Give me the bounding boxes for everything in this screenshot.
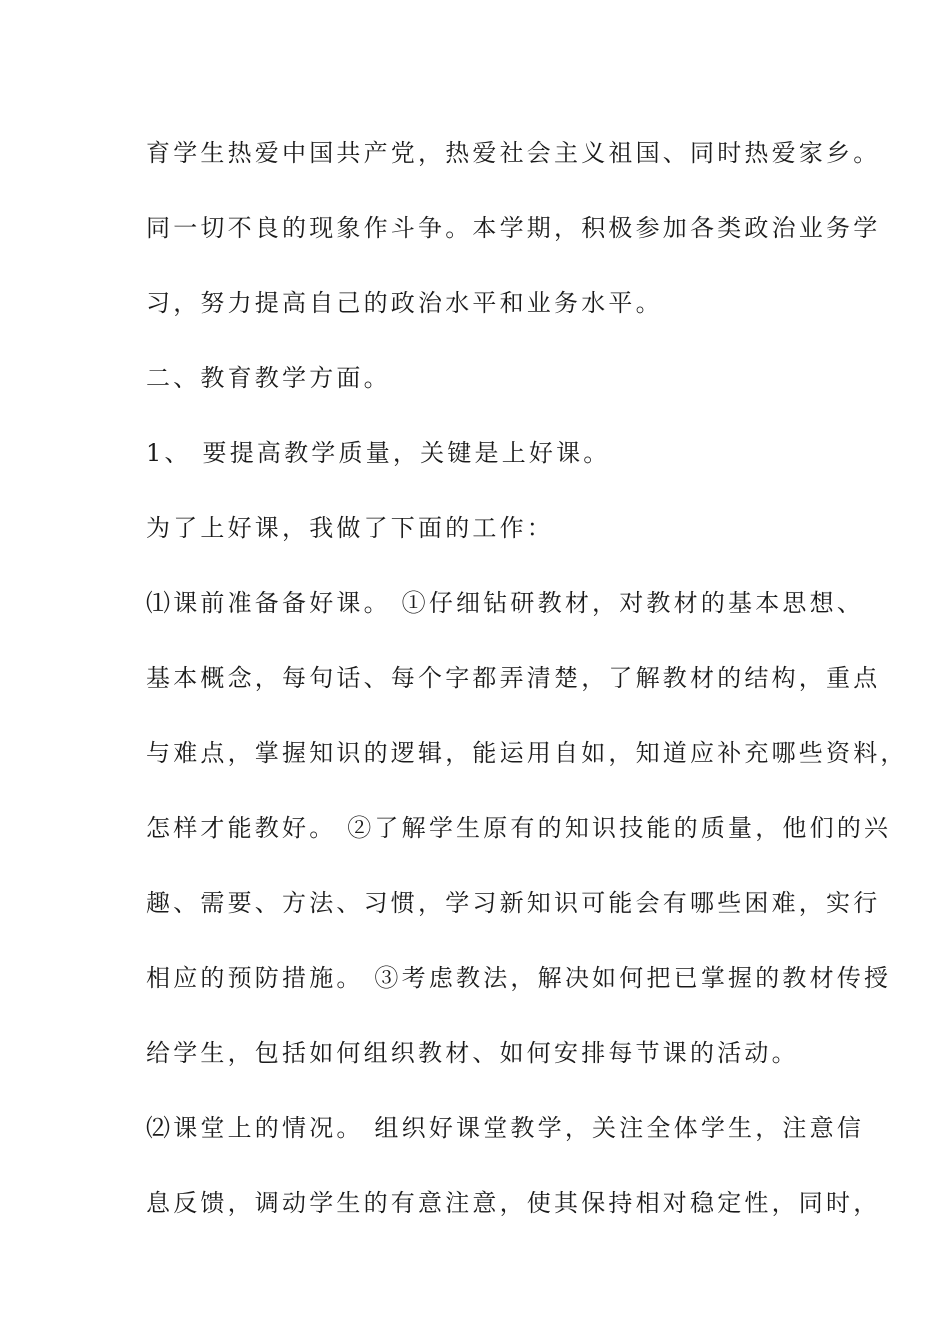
text-line: 为了上好课，我做了下面的工作： — [146, 514, 554, 542]
text-line: 趣、需要、方法、习惯，学习新知识可能会有哪些困难，实行 — [146, 889, 881, 917]
text-line: 怎样才能教好。 ②了解学生原有的知识技能的质量，他们的兴 — [146, 814, 892, 842]
subsection-item: ⑴课前准备备好课。 ①仔细钻研教材，对教材的基本思想、 — [146, 589, 865, 617]
section-heading: 二、教育教学方面。 — [146, 364, 391, 392]
numbered-item: 1、 要提高教学质量，关键是上好课。 — [146, 439, 611, 467]
text-line: 基本概念，每句话、每个字都弄清楚，了解教材的结构，重点 — [146, 664, 881, 692]
subsection-item: ⑵课堂上的情况。 组织好课堂教学，关注全体学生，注意信 — [146, 1114, 865, 1142]
text-line: 习，努力提高自己的政治水平和业务水平。 — [146, 289, 663, 317]
text-line: 给学生，包括如何组织教材、如何安排每节课的活动。 — [146, 1039, 799, 1067]
text-line: 同一切不良的现象作斗争。本学期，积极参加各类政治业务学 — [146, 214, 881, 242]
text-line: 息反馈，调动学生的有意注意，使其保持相对稳定性，同时， — [146, 1189, 881, 1217]
text-line: 相应的预防措施。 ③考虑教法，解决如何把已掌握的教材传授 — [146, 964, 892, 992]
text-line: 育学生热爱中国共产党，热爱社会主义祖国、同时热爱家乡。 — [146, 139, 881, 167]
text-line: 与难点，掌握知识的逻辑，能运用自如，知道应补充哪些资料， — [146, 739, 908, 767]
